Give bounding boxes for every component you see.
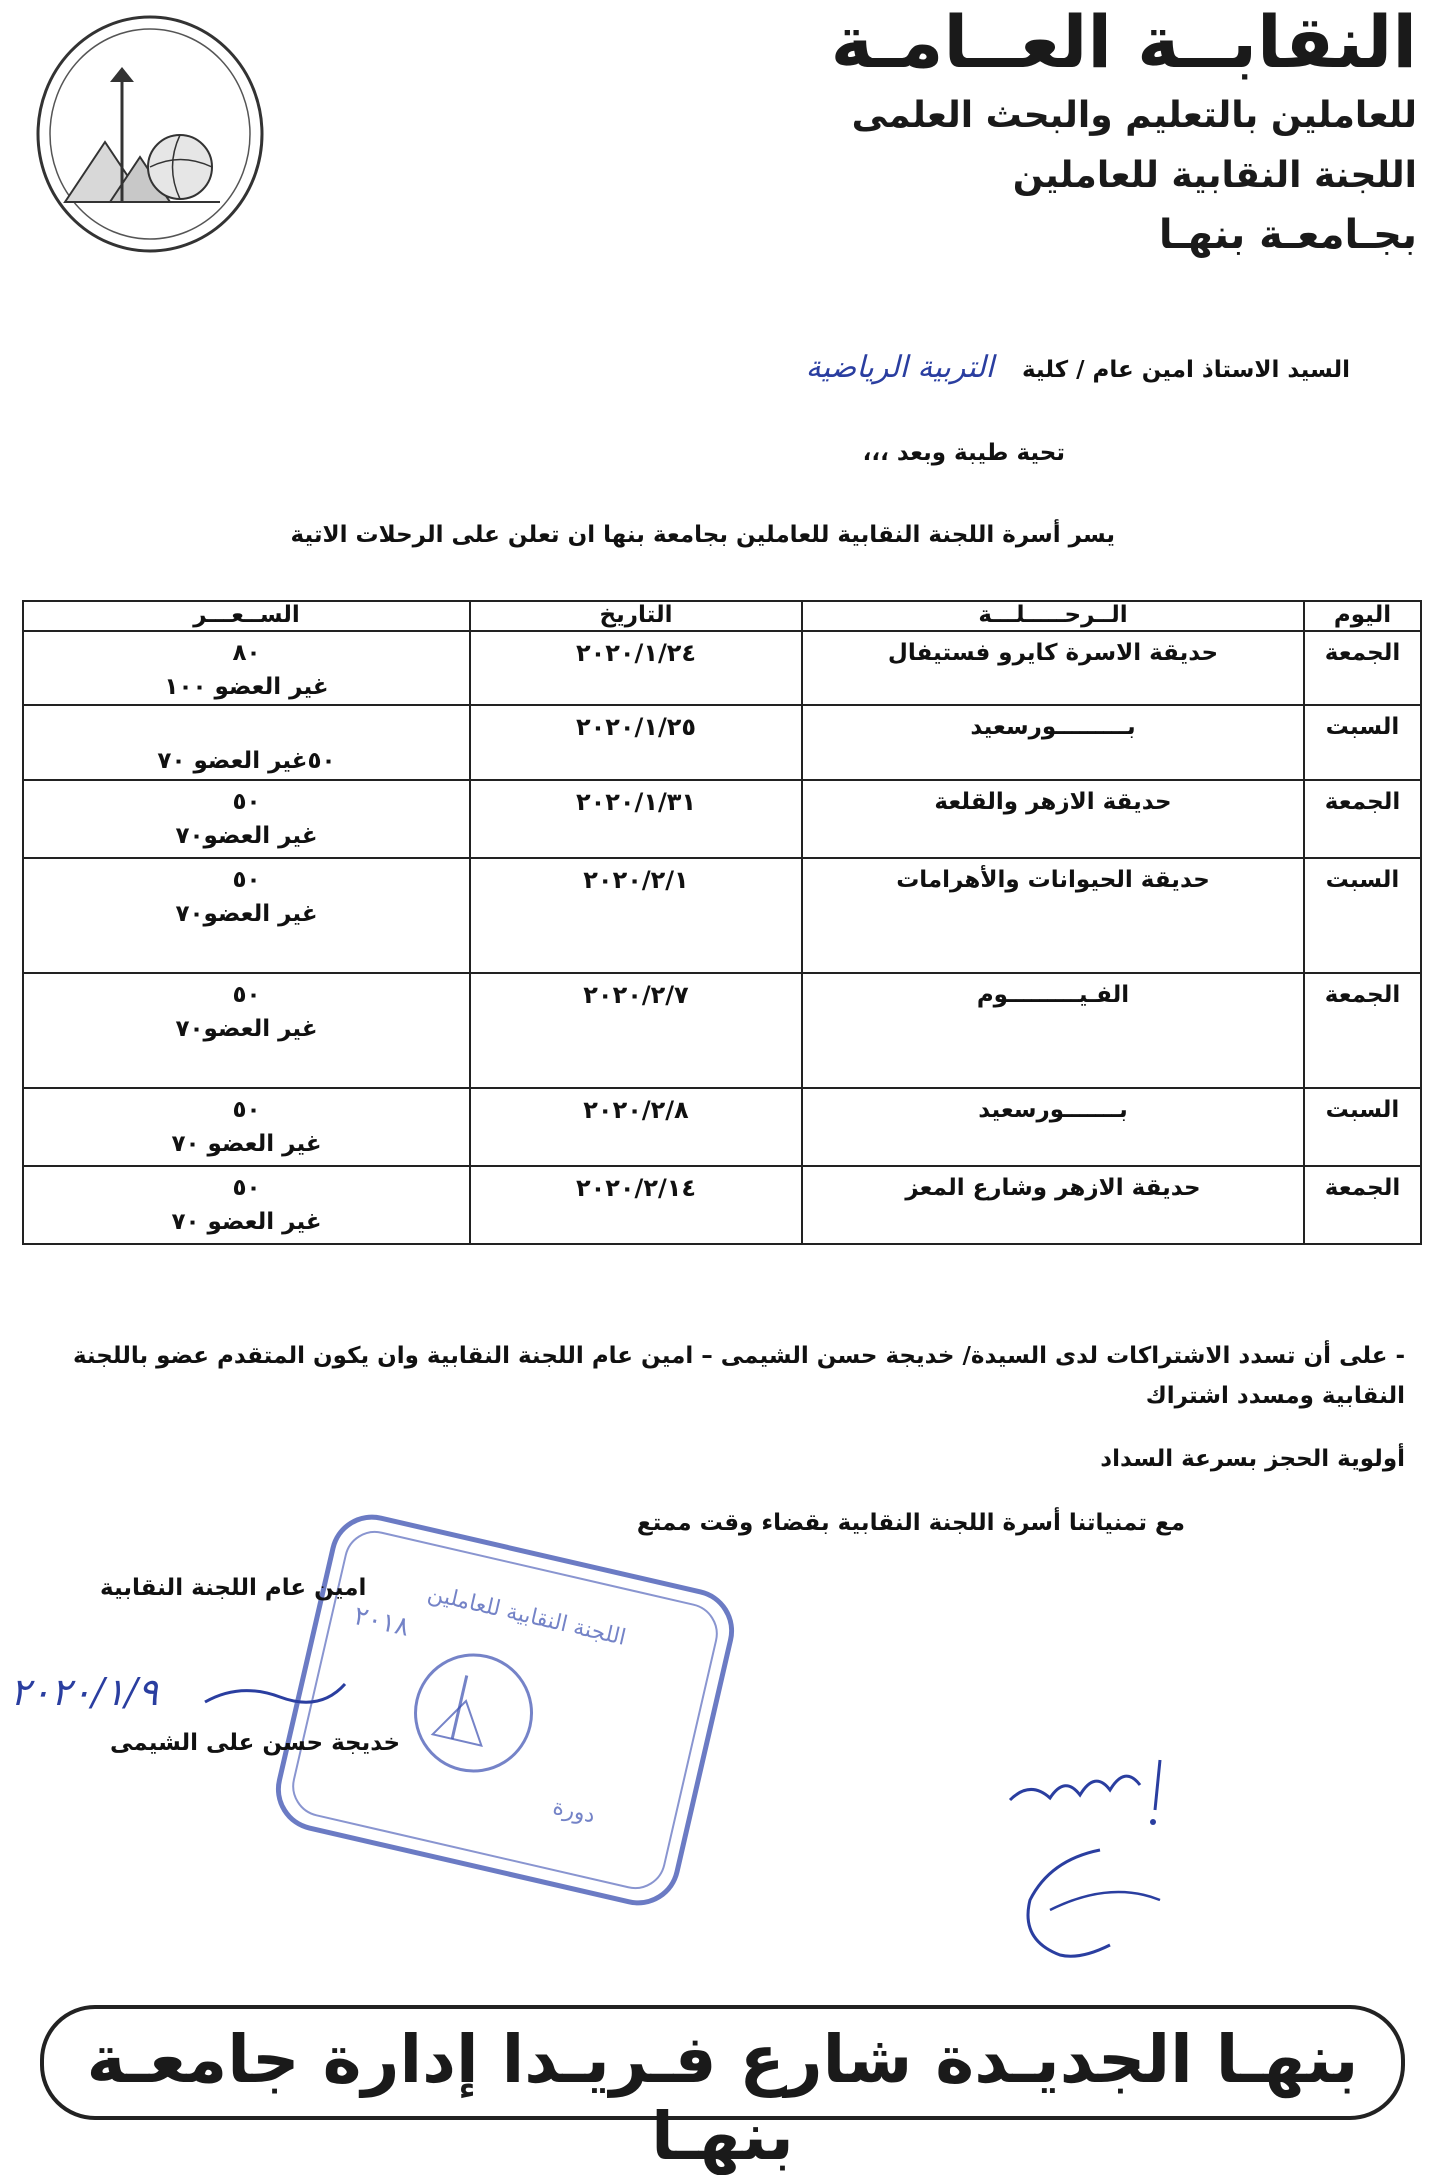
header-title: النقابــة العــامـة (830, 0, 1417, 84)
cell-price (23, 1088, 470, 1166)
cell-date: ٢٠٢٠/١/٢٥ (470, 705, 802, 780)
table-row (23, 1166, 1421, 1244)
stamp-year: ٢٠١٨ (351, 1601, 413, 1643)
cell-day: الجمعة (1304, 1166, 1421, 1244)
addressee-label: السيد الاستاذ امين عام / كلية (1021, 357, 1350, 383)
table-row (23, 973, 1421, 1088)
trips-table (22, 600, 1422, 1245)
stamp-cycle: دورة (550, 1794, 598, 1829)
header-price: الســعـــر (23, 601, 470, 631)
signature-title: امين عام اللجنة النقابية (100, 1575, 367, 1601)
table-row (23, 858, 1421, 973)
cell-price (23, 973, 470, 1088)
greeting: تحية طيبة وبعد ،،، (862, 440, 1065, 466)
header-trip: الــرحـــــلـــة (802, 601, 1304, 631)
price-member: ٥٠ (232, 982, 261, 1008)
cell-day: السبت (1304, 1088, 1421, 1166)
cell-trip: حديقة الحيوانات والأهرامات (802, 858, 1304, 973)
stamp-text: اللجنة النقابية للعاملين (425, 1581, 629, 1651)
note-subscription: - على أن تسدد الاشتراكات لدى السيدة/ خديجة حسن الشيمى – امين عام اللجنة النقابية وان يكون المتقدم عضو باللجنة النقابية ومسدد اشتراك (72, 1343, 1405, 1409)
union-emblem-icon (30, 12, 270, 257)
note-wishes: مع تمنياتنا أسرة اللجنة النقابية بقضاء وقت ممتع (636, 1510, 1185, 1536)
cell-date: ٢٠٢٠/٢/١ (470, 858, 802, 973)
cell-date: ٢٠٢٠/٢/١٤ (470, 1166, 802, 1244)
price-nonmember: غير العضو ٧٠ (171, 1209, 322, 1235)
cell-trip: حديقة الازهر وشارع المعز (802, 1166, 1304, 1244)
note-priority: أولوية الحجز بسرعة السداد (1100, 1446, 1405, 1472)
cell-date: ٢٠٢٠/١/٣١ (470, 780, 802, 858)
header-subtitle-3: بجـامعـة بنهـا (1158, 212, 1417, 258)
header-subtitle-2: اللجنة النقابية للعاملين (1012, 155, 1417, 196)
table-row (23, 705, 1421, 780)
cell-price (23, 780, 470, 858)
price-nonmember: غير العضو٧٠ (175, 901, 318, 927)
signature-mark-icon (200, 1672, 350, 1712)
cell-day: السبت (1304, 858, 1421, 973)
price-member: ٥٠ (232, 1097, 261, 1123)
cell-trip: حديقة الاسرة كايرو فستيفال (802, 631, 1304, 705)
intro-text: يسر أسرة اللجنة النقابية للعاملين بجامعة بنها ان تعلن على الرحلات الاتية (290, 522, 1115, 548)
cell-day: الجمعة (1304, 631, 1421, 705)
footer-address-banner (40, 2005, 1405, 2175)
table-row (23, 631, 1421, 705)
header-day: اليوم (1304, 601, 1421, 631)
cell-day: الجمعة (1304, 973, 1421, 1088)
price-nonmember: غير العضو٧٠ (175, 1016, 318, 1042)
price-member (34, 710, 459, 744)
addressee-handwritten: التربية الرياضية (805, 350, 994, 385)
price-member: ٥٠ (232, 789, 261, 815)
price-nonmember: ٥٠غير العضو ٧٠ (157, 748, 336, 774)
cell-trip: بـــــــــورسعيد (802, 705, 1304, 780)
cell-day: الجمعة (1304, 780, 1421, 858)
header-date: التاريخ (470, 601, 802, 631)
cell-day: السبت (1304, 705, 1421, 780)
price-member: ٨٠ (232, 640, 261, 666)
cell-date: ٢٠٢٠/١/٢٤ (470, 631, 802, 705)
price-nonmember: غير العضو٧٠ (175, 823, 318, 849)
price-member: ٥٠ (232, 867, 261, 893)
cell-price (23, 631, 470, 705)
approval-signature (990, 1730, 1270, 1974)
union-logo (30, 12, 270, 257)
signature-handwritten-date: ٢٠٢٠/١/٩ (10, 1670, 159, 1714)
price-nonmember: غير العضو ١٠٠ (164, 674, 329, 700)
cell-trip: الفـيـــــــــوم (802, 973, 1304, 1088)
cell-trip: بـــــــورسعيد (802, 1088, 1304, 1166)
table-row (23, 780, 1421, 858)
price-nonmember: غير العضو ٧٠ (171, 1131, 322, 1157)
header-subtitle-1: للعاملين بالتعليم والبحث العلمى (851, 95, 1417, 136)
addressee-line (806, 350, 1350, 385)
price-member: ٥٠ (232, 1175, 261, 1201)
approval-signature-icon (990, 1730, 1270, 1970)
signature-scribble (200, 1672, 350, 1716)
cell-price (23, 858, 470, 973)
footer-address: بنهـا الجديـدة شارع فـريـدا إدارة جامعـة بنهـا (86, 2021, 1359, 2175)
table-header-row (23, 601, 1421, 631)
cell-price (23, 1166, 470, 1244)
signature-name: خديجة حسن على الشيمى (110, 1730, 401, 1756)
cell-date: ٢٠٢٠/٢/٨ (470, 1088, 802, 1166)
cell-trip: حديقة الازهر والقلعة (802, 780, 1304, 858)
cell-price (23, 705, 470, 780)
table-row (23, 1088, 1421, 1166)
cell-date: ٢٠٢٠/٢/٧ (470, 973, 802, 1088)
